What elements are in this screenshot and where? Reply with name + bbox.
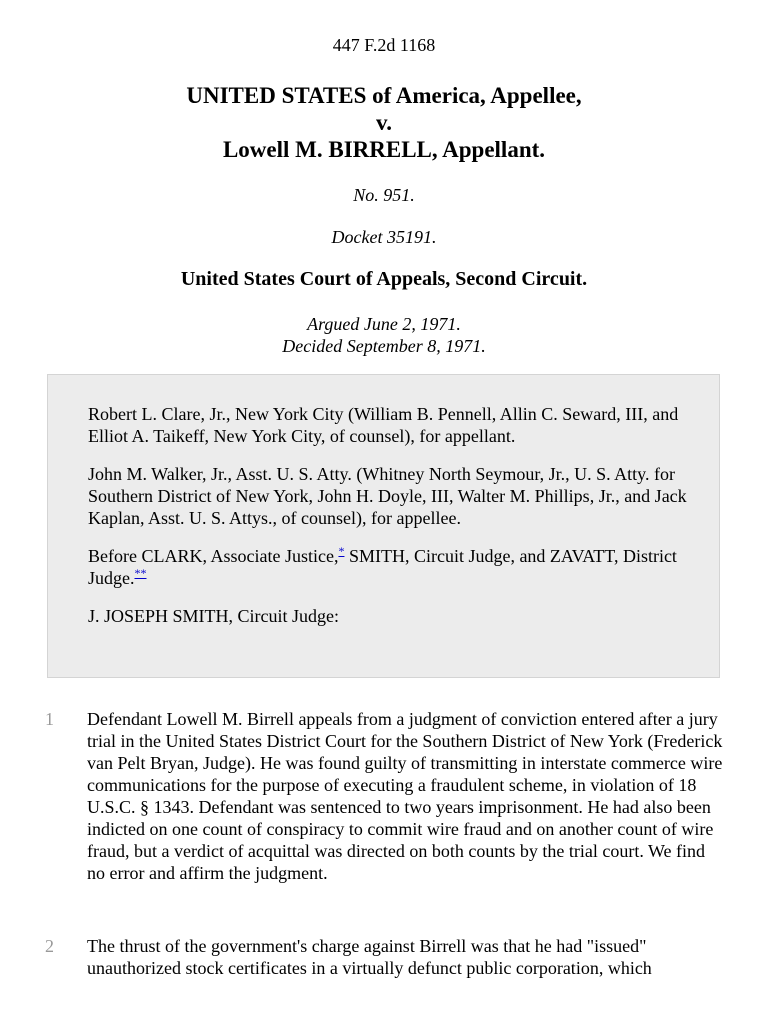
caption-appellee: UNITED STATES of America, Appellee, bbox=[186, 83, 582, 108]
counsel-appellee: John M. Walker, Jr., Asst. U. S. Atty. (Whitney North Seymour, Jr., U. S. Atty. for Southern District of New York, John H. Doyle, III, Walter M. Phillips, Jr., and Jack Kaplan, Asst. U. S. Attys., of counsel), for appellee. bbox=[88, 464, 687, 528]
paragraph-text: The thrust of the government's charge against Birrell was that he had "issued" unauthorized stock certificates in a virtually defunct public corporation, which bbox=[87, 936, 652, 978]
caption-versus: v. bbox=[376, 110, 392, 135]
counsel-appellant: Robert L. Clare, Jr., New York City (William B. Pennell, Allin C. Seward, III, and Elliot A. Taikeff, New York City, of counsel), for appellant. bbox=[88, 404, 679, 446]
argued-date: Argued June 2, 1971. bbox=[307, 314, 461, 334]
case-citation: 447 F.2d 1168 bbox=[332, 35, 436, 55]
footnote-link-2[interactable]: ** bbox=[134, 566, 147, 580]
panel-judges-text-2: SMITH, Circuit Judge, and ZAVATT, District Judge. bbox=[88, 546, 677, 588]
paragraph-number: 1 bbox=[45, 709, 54, 729]
counsel-panel bbox=[47, 374, 720, 678]
panel-judges-text-1: Before CLARK, Associate Justice, bbox=[88, 546, 339, 566]
footnote-link-1[interactable]: * bbox=[338, 544, 345, 558]
opinion-author: J. JOSEPH SMITH, Circuit Judge: bbox=[88, 606, 340, 626]
caption-appellant: Lowell M. BIRRELL, Appellant. bbox=[222, 137, 546, 162]
case-number: No. 951. bbox=[353, 185, 415, 205]
decided-date: Decided September 8, 1971. bbox=[282, 336, 486, 356]
case-dates bbox=[0, 313, 768, 357]
panel-judges bbox=[88, 545, 699, 589]
case-caption bbox=[0, 82, 768, 163]
paragraph-text: Defendant Lowell M. Birrell appeals from a judgment of conviction entered after a jury trial in the United States District Court for the Southern District of New York (Frederick van Pelt Bryan, Judge). He was found guilty of transmitting in interstate commerce wire communications for the purpose of executing a fraudulent scheme, in violation of 18 U.S.C. § 1343. Defendant was sentenced to two years imprisonment. He had also been indicted on one count of conspiracy to commit wire fraud and on another count of wire fraud, but a verdict of acquittal was directed on both counts by the trial court. We find no error and affirm the judgment. bbox=[87, 709, 723, 883]
paragraph-number: 2 bbox=[45, 936, 54, 956]
court-name: United States Court of Appeals, Second Circuit. bbox=[180, 268, 588, 290]
docket-number: Docket 35191. bbox=[331, 227, 437, 247]
